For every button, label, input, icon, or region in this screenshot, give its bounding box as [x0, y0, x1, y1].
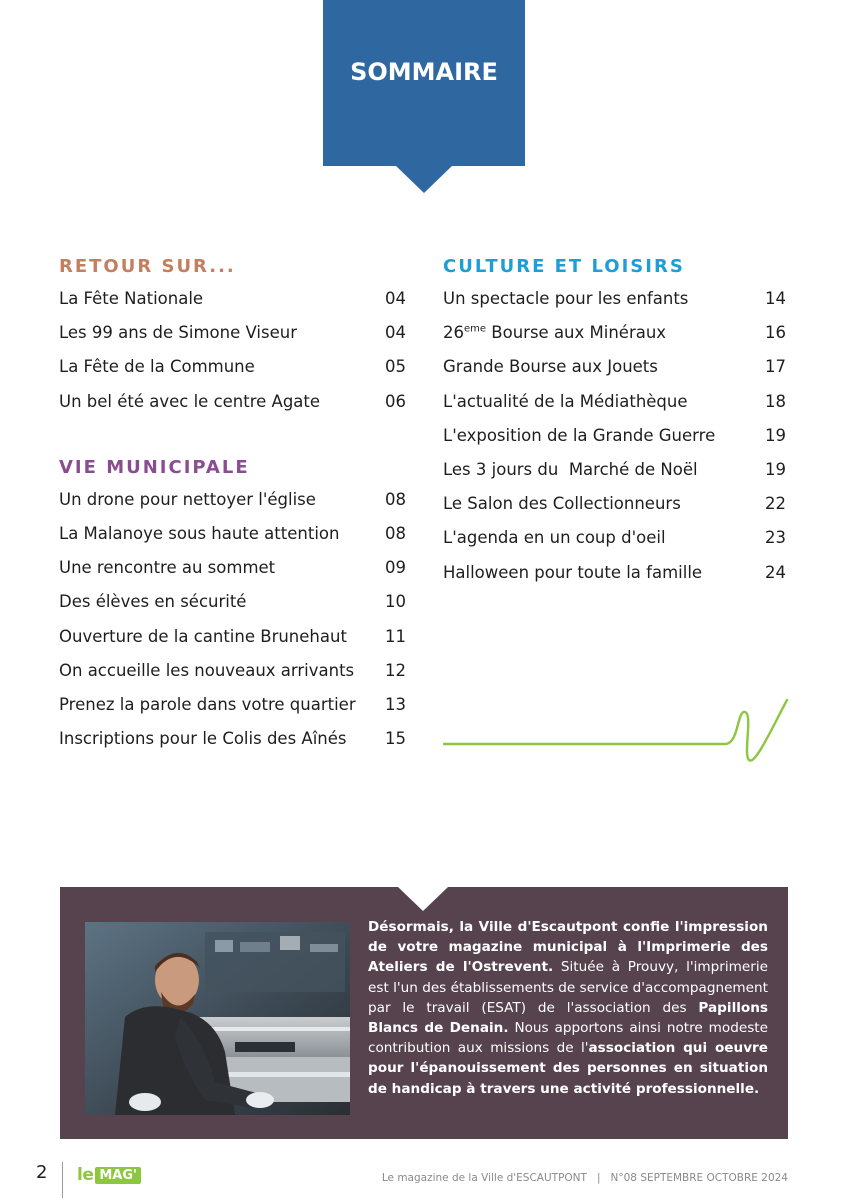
toc-item[interactable] — [443, 350, 786, 384]
info-text-intro-bold: Désormais, la Ville d'Escautpont confie l'impression de votre magazine municipal à l'Imprimerie des Ateliers de l'Ostrevent. — [368, 919, 768, 976]
toc-item-label: Les 99 ans de Simone Viseur — [59, 323, 297, 343]
toc-right-column — [443, 252, 786, 590]
toc-item-page: 10 — [385, 592, 406, 612]
toc-item-label: Une rencontre au sommet — [59, 558, 276, 578]
toc-item[interactable] — [443, 487, 786, 521]
toc-item[interactable] — [59, 282, 406, 316]
toc-item[interactable] — [59, 483, 406, 517]
toc-item-page: 14 — [765, 289, 786, 308]
info-box-text — [368, 917, 768, 1099]
toc-item-page: 19 — [765, 459, 786, 479]
toc-list-retour — [59, 282, 406, 419]
printing-worker-photo — [85, 922, 350, 1115]
toc-item-page: 24 — [765, 562, 786, 582]
banner-arrow — [395, 165, 453, 193]
toc-item-label-superscript: eme — [464, 323, 487, 335]
toc-item[interactable] — [59, 316, 406, 350]
toc-item[interactable] — [59, 722, 406, 756]
toc-item-label: Grande Bourse aux Jouets — [443, 357, 658, 377]
toc-item-page: 19 — [765, 425, 786, 445]
toc-item-label: La Fête de la Commune — [59, 357, 255, 377]
toc-item-label: Prenez la parole dans votre quartier — [59, 694, 356, 714]
toc-item[interactable] — [59, 517, 406, 551]
toc-item[interactable] — [443, 453, 786, 487]
toc-item[interactable] — [59, 688, 406, 722]
toc-item-page: 09 — [385, 558, 406, 578]
toc-item-label: Inscriptions pour le Colis des Aînés — [59, 729, 347, 749]
logo-mag: MAG' — [95, 1167, 141, 1184]
toc-item[interactable] — [443, 282, 786, 316]
page-number: 2 — [36, 1162, 48, 1183]
toc-item-label: On accueille les nouveaux arrivants — [59, 660, 355, 680]
toc-item[interactable] — [59, 620, 406, 654]
toc-item[interactable] — [443, 316, 786, 350]
le-mag-logo — [77, 1165, 141, 1185]
toc-item-page: 22 — [765, 494, 786, 514]
toc-item[interactable] — [59, 551, 406, 585]
toc-list-vie-municipale — [59, 483, 406, 757]
info-text-association-bold: Papillons Blancs de Denain. — [368, 999, 768, 1037]
info-text-part: Située à Prouvy, l'imprimerie est l'un des établissements de service d'accompagnement par le travail (ESAT) de l'association des — [368, 959, 768, 1016]
info-text-mission-bold: association qui oeuvre pour l'épanouissement des personnes en situation de handicap à travers une activité professionnelle. — [368, 1040, 768, 1097]
toc-item-label: L'agenda en un coup d'oeil — [443, 528, 666, 548]
toc-item-page: 13 — [385, 694, 406, 714]
toc-item-label: Halloween pour toute la famille — [443, 562, 703, 582]
toc-item-label-number: 26 — [443, 323, 464, 343]
toc-item[interactable] — [443, 556, 786, 590]
section-title-culture-loisirs: CULTURE ET LOISIRS — [443, 256, 685, 277]
toc-item-label: Le Salon des Collectionneurs — [443, 494, 681, 514]
toc-item-label: Des élèves en sécurité — [59, 592, 247, 612]
info-box-notch — [398, 887, 448, 911]
decorative-squiggle-line — [443, 696, 793, 768]
footer-divider — [62, 1162, 63, 1198]
page-title: SOMMAIRE — [350, 58, 498, 86]
toc-item-label — [443, 316, 666, 350]
toc-item-label: Les 3 jours du Marché de Noël — [443, 459, 698, 479]
toc-item-page: 11 — [385, 626, 406, 646]
toc-list-culture-loisirs — [443, 282, 786, 590]
toc-item[interactable] — [443, 385, 786, 419]
info-text-part: Nous apportons ainsi notre modeste contribution aux missions de l' — [368, 1020, 769, 1057]
footer-publication-info: Le magazine de la Ville d'ESCAUTPONT | N°08 SEPTEMBRE OCTOBRE 2024 — [381, 1172, 788, 1184]
toc-item-page: 06 — [385, 391, 406, 411]
toc-item-page: 15 — [385, 729, 406, 749]
toc-item-label: L'exposition de la Grande Guerre — [443, 425, 716, 445]
toc-left-column — [59, 252, 406, 756]
toc-item-label: La Malanoye sous haute attention — [59, 523, 340, 543]
section-title-retour: RETOUR SUR... — [59, 256, 236, 277]
toc-item[interactable] — [59, 385, 406, 419]
toc-item-page: 05 — [385, 357, 406, 377]
toc-item-label-rest: Bourse aux Minéraux — [486, 323, 667, 343]
toc-item-page: 23 — [765, 528, 786, 548]
toc-item-label: Un spectacle pour les enfants — [443, 289, 689, 308]
toc-item-page: 04 — [385, 323, 406, 343]
logo-le: le — [77, 1165, 94, 1185]
section-title-vie-municipale: VIE MUNICIPALE — [59, 456, 250, 478]
toc-item-label: Un bel été avec le centre Agate — [59, 391, 321, 411]
toc-item-page: 12 — [385, 660, 406, 680]
toc-item-page: 04 — [385, 289, 406, 308]
toc-item[interactable] — [443, 521, 786, 555]
toc-item-page: 18 — [765, 391, 786, 411]
toc-item-label: Un drone pour nettoyer l'église — [59, 489, 316, 509]
toc-item[interactable] — [59, 654, 406, 688]
toc-item-label: L'actualité de la Médiathèque — [443, 391, 688, 411]
photo-illustration — [85, 922, 350, 1115]
toc-item-page: 08 — [385, 523, 406, 543]
toc-item-label: La Fête Nationale — [59, 289, 204, 308]
toc-item[interactable] — [59, 350, 406, 384]
toc-item-label: Ouverture de la cantine Brunehaut — [59, 626, 347, 646]
toc-item-page: 17 — [765, 357, 786, 377]
toc-item[interactable] — [59, 585, 406, 619]
toc-item-page: 08 — [385, 489, 406, 509]
toc-item[interactable] — [443, 419, 786, 453]
toc-item-page: 16 — [765, 323, 786, 343]
